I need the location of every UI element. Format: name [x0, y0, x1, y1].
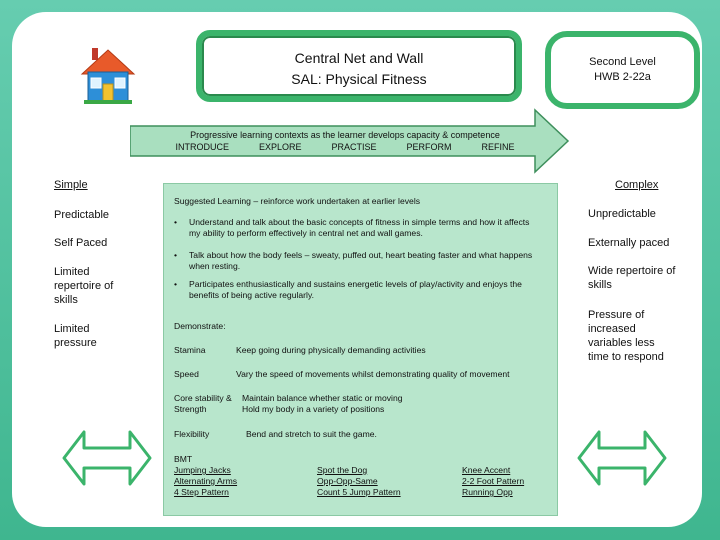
page-title	[196, 30, 522, 102]
bmt-link[interactable]: Jumping Jacks	[174, 465, 231, 475]
stage-practise: PRACTISE	[331, 142, 377, 152]
simple-item: Predictable	[54, 209, 110, 221]
simple-item: Limited repertoire of skills	[54, 266, 114, 306]
demonstrate-label: Demonstrate:	[174, 321, 226, 331]
complex-item: Externally paced	[588, 237, 670, 249]
stage-perform: PERFORM	[406, 142, 452, 152]
progression-caption: Progressive learning contexts as the learner develops capacity & competence	[190, 130, 500, 140]
skill-description: Keep going during physically demanding activities	[236, 345, 426, 355]
level-badge	[545, 31, 700, 109]
learning-bullet: Participates enthusiastically and sustains energetic levels of play/activity and enjoys the benefits of being active regularly.	[189, 279, 522, 300]
bmt-link[interactable]: Knee Accent	[462, 465, 511, 475]
complex-item: Wide repertoire of skills	[588, 265, 676, 291]
level-line-2: HWB 2-22a	[594, 71, 651, 83]
skill-term: Speed	[174, 369, 199, 379]
bmt-link[interactable]: 2-2 Foot Pattern	[462, 476, 525, 486]
progression-text	[160, 129, 530, 153]
complex-item: Unpredictable	[588, 208, 656, 220]
bmt-label: BMT	[174, 454, 193, 464]
simple-heading: Simple	[54, 179, 88, 191]
skill-description: Maintain balance whether static or moving Hold my body in a variety of positions	[242, 393, 403, 414]
bullet-marker: •	[174, 279, 178, 289]
skill-term: Stamina	[174, 345, 206, 355]
title-line-2: SAL: Physical Fitness	[291, 71, 427, 87]
skill-term: Core stability & Strength	[174, 393, 232, 414]
bmt-link[interactable]: 4 Step Pattern	[174, 487, 229, 497]
suggested-learning-heading: Suggested Learning – reinforce work undertaken at earlier levels	[174, 196, 421, 206]
title-line-1: Central Net and Wall	[294, 50, 424, 66]
bmt-link[interactable]: Spot the Dog	[317, 465, 368, 475]
level-line-1: Second Level	[589, 56, 656, 68]
suggested-learning-box	[163, 183, 558, 516]
simple-item: Self Paced	[54, 237, 108, 249]
stage-explore: EXPLORE	[258, 142, 302, 152]
complex-item: Pressure of increased variables less time to respond	[588, 309, 664, 363]
stage-refine: REFINE	[481, 142, 515, 152]
home-icon[interactable]	[78, 42, 138, 106]
bullet-marker: •	[174, 250, 178, 260]
skill-description: Bend and stretch to suit the game.	[246, 429, 377, 439]
bullet-marker: •	[174, 217, 178, 227]
simple-item: Limited pressure	[54, 323, 97, 349]
progression-stages	[160, 141, 530, 153]
skill-description: Vary the speed of movements whilst demonstrating quality of movement	[236, 369, 510, 379]
bmt-link[interactable]: Running Opp	[462, 487, 513, 497]
learning-bullet: Talk about how the body feels – sweaty, puffed out, heart beating faster and what happens when resting.	[189, 250, 533, 271]
bmt-link[interactable]: Alternating Arms	[174, 476, 238, 486]
stage-introduce: INTRODUCE	[175, 142, 229, 152]
double-arrow-left-icon	[62, 418, 152, 498]
learning-bullet: Understand and talk about the basic concepts of fitness in simple terms and how it affects my ability to perform effectively in central net and wall games.	[189, 217, 530, 238]
skill-term: Flexibility	[174, 429, 210, 439]
bmt-link[interactable]: Count 5 Jump Pattern	[317, 487, 401, 497]
bmt-link[interactable]: Opp-Opp-Same	[317, 476, 378, 486]
complex-heading: Complex	[615, 179, 659, 191]
double-arrow-right-icon	[577, 418, 667, 498]
